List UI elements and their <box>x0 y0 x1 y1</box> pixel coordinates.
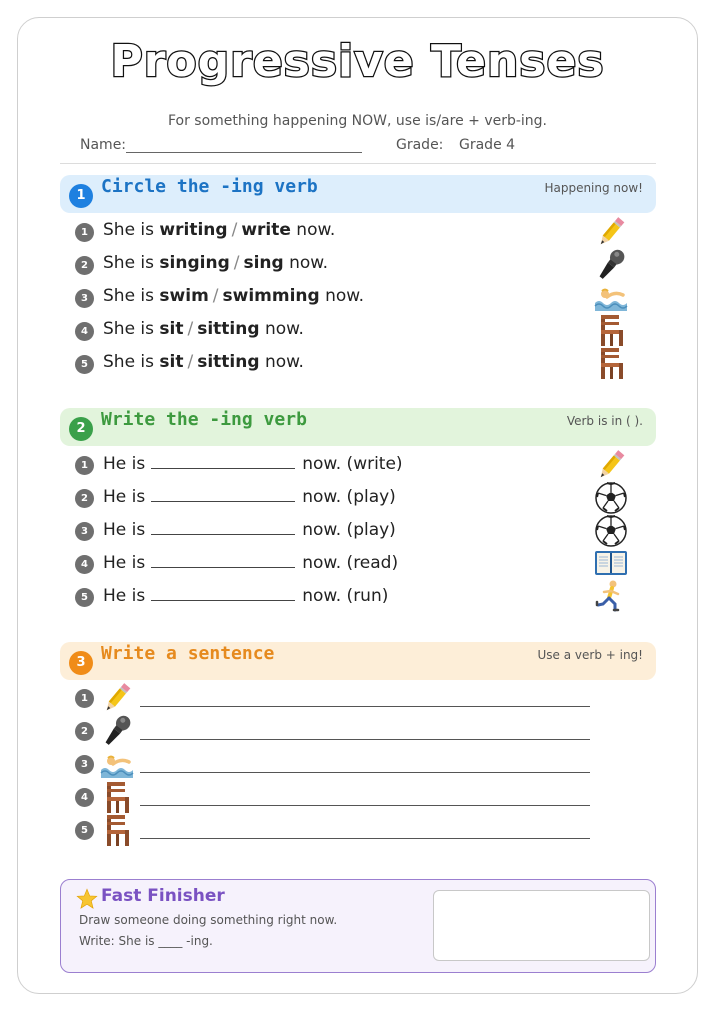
s1-q4-option-a[interactable]: sit <box>159 319 184 339</box>
s2-q4-number: 4 <box>75 555 94 574</box>
s2-q3-answer-blank[interactable] <box>151 519 295 535</box>
fast-finisher-prompt: Write: She is ____ -ing. <box>79 934 213 948</box>
soccer-ball-icon <box>593 513 629 549</box>
s1-q5-option-b[interactable]: sitting <box>197 352 260 372</box>
section-3-number: 3 <box>69 651 93 675</box>
s2-q3-prefix: He is <box>103 520 146 540</box>
s1-q5-prefix: She is <box>103 352 155 372</box>
s1-q1-option-b[interactable]: write <box>241 220 291 240</box>
pencil-icon <box>593 447 629 483</box>
fast-finisher-title: Fast Finisher <box>101 886 225 906</box>
s1-q3-separator: / <box>212 286 219 306</box>
s2-q4-prefix: He is <box>103 553 146 573</box>
header-divider <box>60 163 656 164</box>
s2-q3-suffix: now. (play) <box>302 520 396 540</box>
grade-value: Grade 4 <box>459 137 516 153</box>
section-3-title: Write a sentence <box>101 643 275 664</box>
s1-q2-suffix: now. <box>289 253 329 273</box>
s1-q5-option-a[interactable]: sit <box>159 352 184 372</box>
s2-q5-answer-blank[interactable] <box>151 585 295 601</box>
section-2-title: Write the -ing verb <box>101 409 307 430</box>
s2-q3-sentence <box>103 519 396 540</box>
chair-icon <box>593 345 629 381</box>
book-icon <box>593 545 629 581</box>
s3-q5-number: 5 <box>75 821 94 840</box>
s1-q4-suffix: now. <box>264 319 304 339</box>
s1-q2-prefix: She is <box>103 253 155 273</box>
s3-q1-write-line[interactable] <box>140 706 590 707</box>
s2-q5-prefix: He is <box>103 586 146 606</box>
microphone-icon <box>99 713 135 749</box>
s2-q1-number: 1 <box>75 456 94 475</box>
s1-q5-sentence <box>103 352 304 372</box>
fast-finisher-instruction: Draw someone doing something right now. <box>79 913 338 927</box>
runner-icon <box>593 578 629 614</box>
s1-q5-separator: / <box>187 352 194 372</box>
s2-q2-sentence <box>103 486 396 507</box>
s3-q3-write-line[interactable] <box>140 772 590 773</box>
page-subtitle: For something happening NOW, use is/are + verb-ing. <box>167 113 548 129</box>
drawing-box[interactable] <box>433 890 650 961</box>
s1-q1-option-a[interactable]: writing <box>159 220 228 240</box>
s1-q5-number: 5 <box>75 355 94 374</box>
s2-q2-prefix: He is <box>103 487 146 507</box>
section-3-hint: Use a verb + ing! <box>537 648 643 662</box>
s3-q4-write-line[interactable] <box>140 805 590 806</box>
s1-q4-sentence <box>103 319 304 339</box>
s1-q3-prefix: She is <box>103 286 155 306</box>
s2-q3-number: 3 <box>75 522 94 541</box>
section-1-title: Circle the -ing verb <box>101 176 318 197</box>
s1-q4-option-b[interactable]: sitting <box>197 319 260 339</box>
s2-q2-answer-blank[interactable] <box>151 486 295 502</box>
name-label: Name: <box>80 137 127 153</box>
page-title: Progressive Tenses <box>110 36 605 87</box>
s2-q4-suffix: now. (read) <box>302 553 399 573</box>
s3-q2-number: 2 <box>75 722 94 741</box>
section-2-header <box>60 408 656 446</box>
name-field[interactable] <box>126 152 362 153</box>
s1-q5-suffix: now. <box>264 352 304 372</box>
s1-q2-option-a[interactable]: singing <box>159 253 230 273</box>
s3-q4-number: 4 <box>75 788 94 807</box>
chair-icon <box>593 312 629 348</box>
swimmer-icon <box>593 279 629 315</box>
star-icon <box>76 888 98 910</box>
s1-q1-separator: / <box>231 220 238 240</box>
s1-q3-option-a[interactable]: swim <box>159 286 209 306</box>
fast-finisher-box <box>60 879 656 973</box>
soccer-ball-icon <box>593 480 629 516</box>
s1-q2-sentence <box>103 253 328 273</box>
s1-q4-prefix: She is <box>103 319 155 339</box>
s1-q2-separator: / <box>233 253 240 273</box>
s1-q2-number: 2 <box>75 256 94 275</box>
s2-q5-suffix: now. (run) <box>302 586 389 606</box>
s2-q1-answer-blank[interactable] <box>151 453 295 469</box>
grade-label: Grade: <box>396 137 444 153</box>
section-1-number: 1 <box>69 184 93 208</box>
s2-q1-prefix: He is <box>103 454 146 474</box>
s3-q2-write-line[interactable] <box>140 739 590 740</box>
s2-q1-sentence <box>103 453 403 474</box>
section-3-header <box>60 642 656 680</box>
section-1-hint: Happening now! <box>544 181 643 195</box>
s1-q3-suffix: now. <box>325 286 365 306</box>
microphone-icon <box>593 247 629 283</box>
s1-q1-number: 1 <box>75 223 94 242</box>
s2-q2-number: 2 <box>75 489 94 508</box>
s2-q4-answer-blank[interactable] <box>151 552 295 568</box>
name-grade-row <box>80 137 640 157</box>
s1-q4-number: 4 <box>75 322 94 341</box>
swimmer-icon <box>99 746 135 782</box>
s2-q5-sentence <box>103 585 388 606</box>
section-2-hint: Verb is in ( ). <box>566 414 643 428</box>
section-1-header <box>60 175 656 213</box>
pencil-icon <box>99 680 135 716</box>
s1-q3-sentence <box>103 286 364 306</box>
s1-q1-prefix: She is <box>103 220 155 240</box>
chair-icon <box>99 812 135 848</box>
s3-q5-write-line[interactable] <box>140 838 590 839</box>
section-2-number: 2 <box>69 417 93 441</box>
s1-q4-separator: / <box>187 319 194 339</box>
s2-q5-number: 5 <box>75 588 94 607</box>
pencil-icon <box>593 214 629 250</box>
s3-q1-number: 1 <box>75 689 94 708</box>
s2-q1-suffix: now. (write) <box>302 454 403 474</box>
s2-q2-suffix: now. (play) <box>302 487 396 507</box>
s1-q3-option-b[interactable]: swimming <box>222 286 320 306</box>
chair-icon <box>99 779 135 815</box>
s1-q1-sentence <box>103 220 335 240</box>
s1-q2-option-b[interactable]: sing <box>243 253 284 273</box>
s1-q1-suffix: now. <box>296 220 336 240</box>
s1-q3-number: 3 <box>75 289 94 308</box>
s2-q4-sentence <box>103 552 398 573</box>
s3-q3-number: 3 <box>75 755 94 774</box>
